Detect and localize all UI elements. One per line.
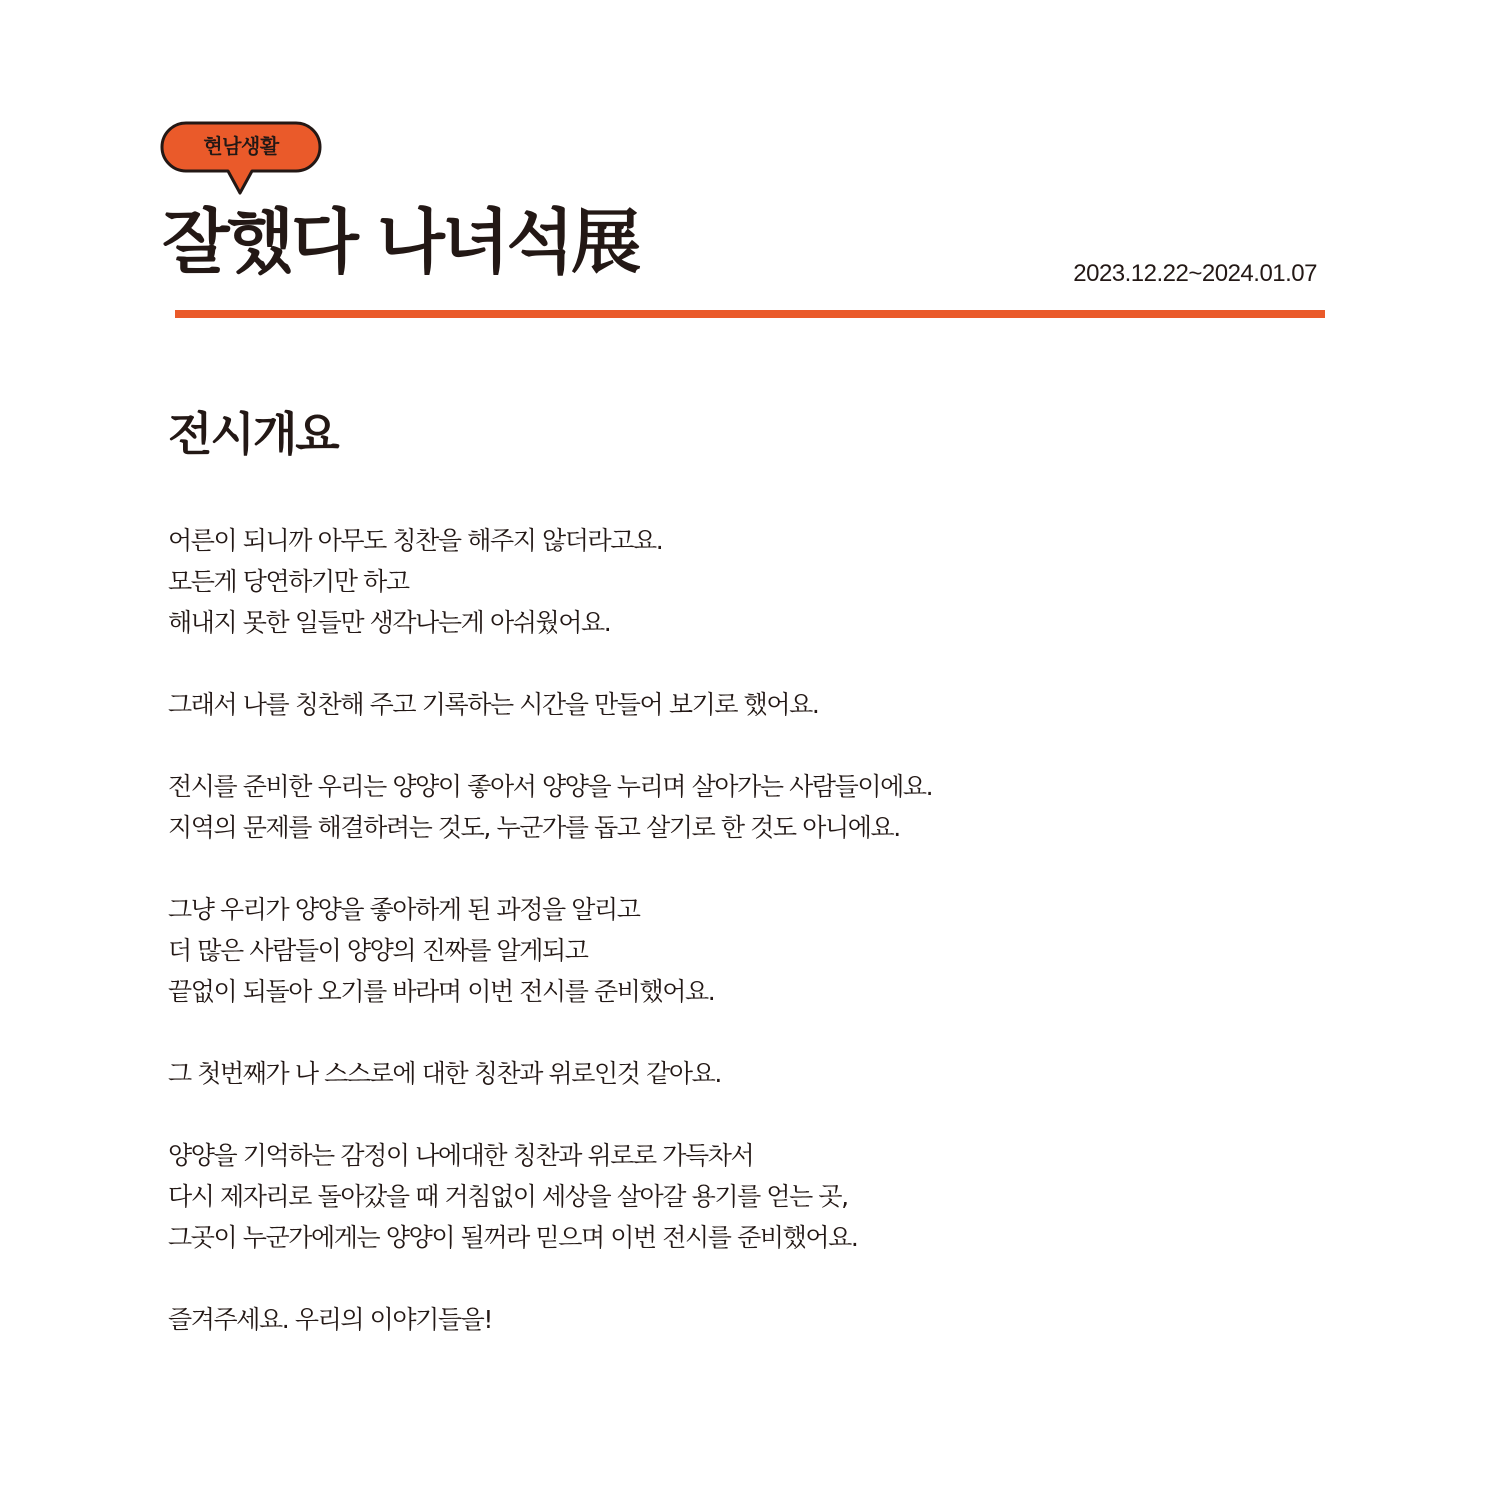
overview-line: 그 첫번째가 나 스스로에 대한 칭찬과 위로인것 같아요.: [168, 1059, 721, 1088]
category-badge: [160, 121, 322, 195]
overview-line: 전시를 준비한 우리는 양양이 좋아서 양양을 누리며 살아가는 사람들이에요.: [168, 772, 933, 801]
overview-body: [168, 520, 1328, 1381]
overview-paragraph: [168, 1299, 1328, 1340]
overview-line: 더 많은 사람들이 양양의 진짜를 알게되고: [168, 936, 588, 965]
title-divider: [175, 310, 1325, 318]
overview-line: 모든게 당연하기만 하고: [168, 567, 409, 596]
exhibition-date-range: 2023.12.22~2024.01.07: [1073, 260, 1317, 287]
overview-paragraph: [168, 766, 1328, 848]
overview-line: 다시 제자리로 돌아갔을 때 거침없이 세상을 살아갈 용기를 얻는 곳,: [168, 1182, 848, 1211]
overview-paragraph: [168, 889, 1328, 1012]
overview-paragraph: [168, 684, 1328, 725]
section-heading: 전시개요: [168, 407, 338, 461]
overview-paragraph: [168, 1053, 1328, 1094]
overview-line: 끝없이 되돌아 오기를 바라며 이번 전시를 준비했어요.: [168, 977, 715, 1006]
overview-line: 그래서 나를 칭찬해 주고 기록하는 시간을 만들어 보기로 했어요.: [168, 690, 819, 719]
overview-line: 즐겨주세요. 우리의 이야기들을!: [168, 1305, 493, 1334]
exhibition-title: 잘했다 나녀석展: [162, 201, 639, 283]
overview-line: 지역의 문제를 해결하려는 것도, 누군가를 돕고 살기로 한 것도 아니에요.: [168, 813, 900, 842]
badge-label: 현남생활: [203, 134, 279, 158]
overview-paragraph: [168, 520, 1328, 643]
overview-line: 해내지 못한 일들만 생각나는게 아쉬웠어요.: [168, 608, 611, 637]
overview-paragraph: [168, 1135, 1328, 1258]
overview-line: 그냥 우리가 양양을 좋아하게 된 과정을 알리고: [168, 895, 640, 924]
overview-line: 어른이 되니까 아무도 칭찬을 해주지 않더라고요.: [168, 526, 663, 555]
overview-line: 그곳이 누군가에게는 양양이 될꺼라 믿으며 이번 전시를 준비했어요.: [168, 1223, 858, 1252]
overview-line: 양양을 기억하는 감정이 나에대한 칭찬과 위로로 가득차서: [168, 1141, 754, 1170]
